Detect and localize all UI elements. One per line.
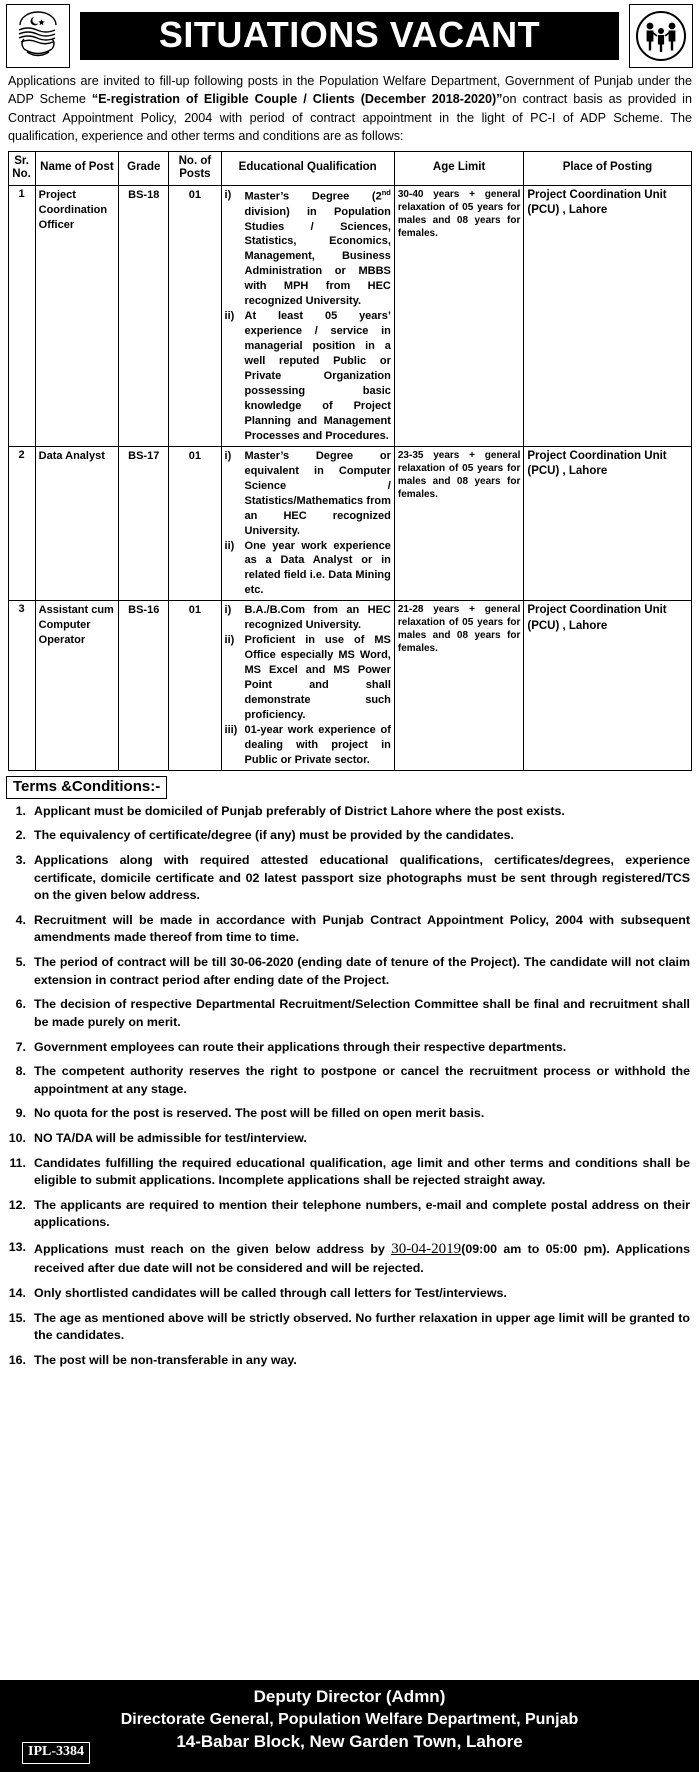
term-number: 3.	[15, 853, 26, 868]
cell-age-limit: 21-28 years + general relaxation of 05 years for males and 08 years for females.	[394, 601, 523, 770]
cell-educational-qualification	[221, 601, 394, 770]
term-number: 15.	[8, 1310, 26, 1325]
term-item	[0, 852, 699, 912]
qualification-text: At least 05 years’ experience / service in managerial position in a well reputed Public or Private Organization possessing basic knowledge of Project Planning and Management Processes and Procedures.	[244, 310, 391, 442]
qualification-text: Master’s Degree or equivalent in Computer Science / Statistics/Mathematics from an HEC recognized University.	[244, 449, 391, 537]
term-text: Candidates fulfilling the required educational qualification, age limit and other terms and conditions shall be eligible to submit applications. Incomplete applications shall be rejected straight away.	[34, 1155, 690, 1188]
qualification-item	[225, 603, 391, 633]
term-item	[0, 1130, 699, 1155]
cell-no-of-posts: 01	[169, 601, 221, 770]
qualification-item	[225, 188, 391, 309]
terms-and-conditions-list	[0, 803, 699, 1377]
table-row	[8, 446, 691, 601]
qualification-text-pre: Master’s Degree (2	[244, 190, 382, 203]
term-item	[0, 1039, 699, 1064]
column-header-name-of-post: Name of Post	[35, 151, 119, 185]
intro-paragraph	[0, 70, 699, 149]
qualification-text: Proficient in use of MS Office especially MS Word, MS Excel and MS Power Point and shall demonstrate such proficiency.	[244, 634, 391, 721]
qualification-item	[225, 633, 391, 723]
term-text: Applications along with required attested educational qualifications, certificates/degrees, experience certificate, domicile certificate and 02 latest passport size photographs must be sent through registered/TCS on the given below address.	[34, 853, 690, 903]
qualification-text: 01-year work experience of dealing with project in Public or Private sector.	[244, 723, 391, 766]
cell-place-of-posting: Project Coordination Unit (PCU) , Lahore	[524, 446, 691, 601]
population-welfare-emblem-icon	[629, 4, 693, 68]
term-text: The competent authority reserves the right to postpone or cancel the recruitment process or withhold the appointment at any stage.	[34, 1064, 690, 1096]
deadline-text-before: Applications must reach on the given below address by	[34, 1242, 392, 1256]
cell-place-of-posting: Project Coordination Unit (PCU) , Lahore	[524, 601, 691, 770]
column-header-educational-qualification: Educational Qualification	[221, 151, 394, 185]
term-number: 9.	[15, 1106, 26, 1121]
term-number: 8.	[15, 1064, 26, 1079]
cell-age-limit: 23-35 years + general relaxation of 05 years for males and 08 years for females.	[394, 446, 523, 601]
column-header-grade: Grade	[119, 151, 169, 185]
term-text: Applicant must be domiciled of Punjab preferably of District Lahore where the post exists.	[34, 803, 565, 818]
cell-no-of-posts: 01	[169, 446, 221, 601]
masthead	[0, 0, 699, 70]
term-number: 7.	[15, 1039, 26, 1054]
term-item	[0, 1197, 699, 1239]
qualification-marker: i)	[224, 188, 232, 201]
cell-post-name: Project Coordination Officer	[35, 185, 119, 446]
term-text	[34, 1239, 690, 1278]
footer-address: 14-Babar Block, New Garden Town, Lahore	[176, 1731, 523, 1751]
qualification-text	[245, 188, 391, 309]
column-header-place-of-posting: Place of Posting	[524, 151, 691, 185]
footer-department: Directorate General, Population Welfare Department, Punjab	[120, 1710, 579, 1728]
cell-age-limit: 30-40 years + general relaxation of 05 years for males and 08 years for females.	[394, 185, 523, 446]
terms-and-conditions-heading: Terms &Conditions:-	[6, 776, 167, 799]
term-item	[0, 1063, 699, 1105]
term-item	[0, 1352, 699, 1377]
qualification-marker: ii)	[224, 634, 235, 647]
cell-educational-qualification	[221, 446, 394, 601]
punjab-government-crest-icon	[6, 4, 70, 68]
cell-place-of-posting: Project Coordination Unit (PCU) , Lahore	[524, 185, 691, 446]
qualification-marker: iii)	[224, 723, 238, 736]
term-number: 12.	[8, 1197, 26, 1212]
term-number: 10.	[8, 1130, 26, 1145]
term-number: 14.	[8, 1285, 26, 1300]
term-text: Recruitment will be made in accordance with Punjab Contract Appointment Policy, 2004 with subsequent amendments made thereof from time to time.	[34, 912, 690, 945]
intro-text-part1: Applications are invited to fill-up following posts in the Population Welfare Department, Government of Punjab under the ADP Scheme	[8, 74, 692, 107]
term-number: 6.	[15, 997, 26, 1012]
cell-post-name: Assistant cum Computer Operator	[35, 601, 119, 770]
term-number: 1.	[15, 803, 26, 818]
deadline-date: 30-04-2019	[391, 1241, 462, 1257]
term-text: The post will be non-transferable in any way.	[34, 1352, 297, 1367]
cell-sr-no: 2	[8, 446, 35, 601]
page-title: SITUATIONS VACANT	[158, 14, 541, 55]
qualification-text: One year work experience as a Data Analyst or in related field i.e. Data Mining etc.	[244, 539, 391, 597]
term-text: The equivalency of certificate/degree (if any) must be provided by the candidates.	[34, 828, 514, 843]
cell-grade: BS-16	[119, 601, 169, 770]
table-header-row	[8, 151, 691, 185]
term-number: 13.	[8, 1240, 26, 1254]
qualification-text-post: division) in Population Studies / Sciences, Statistics, Economics, Management, Business Administration or MBBS with MPH from HEC recognized University.	[244, 205, 391, 308]
column-header-no-of-posts: No. of Posts	[169, 151, 221, 185]
qualification-item	[225, 309, 391, 444]
intro-scheme-name: “E-registration of Eligible Couple / Clients (December 2018-2020)”	[91, 92, 503, 107]
cell-sr-no: 1	[8, 185, 35, 446]
term-item	[0, 1285, 699, 1310]
banner-title	[80, 12, 619, 60]
table-row	[8, 185, 691, 446]
qualification-marker: i)	[224, 604, 232, 617]
qualification-marker: ii)	[224, 310, 235, 323]
term-number: 11.	[9, 1155, 26, 1170]
cell-no-of-posts: 01	[169, 185, 221, 446]
table-row	[8, 601, 691, 770]
deadline-text-after: (09:00 am to 05:00 pm). Applications received after due date will not be considered and will be rejected.	[34, 1242, 690, 1276]
qualification-marker: ii)	[224, 539, 235, 552]
term-item	[0, 803, 699, 828]
cell-sr-no: 3	[8, 601, 35, 770]
terms-heading-wrapper	[0, 771, 699, 799]
ipl-reference-code: IPL-3384	[22, 1742, 90, 1764]
footer-designation: Deputy Director (Admn)	[253, 1687, 446, 1706]
term-text: NO TA/DA will be admissible for test/interview.	[34, 1130, 307, 1145]
term-text: The age as mentioned above will be strictly observed. No further relaxation in upper age limit will be granted to the candidates.	[34, 1310, 690, 1343]
qualification-text: B.A./B.Com from an HEC recognized University.	[244, 604, 391, 632]
term-text: Only shortlisted candidates will be called through call letters for Test/interviews.	[34, 1285, 507, 1300]
term-item	[0, 954, 699, 996]
column-header-sr-no: Sr. No.	[8, 151, 35, 185]
term-number: 5.	[15, 955, 26, 970]
term-number: 2.	[15, 828, 26, 843]
term-item	[0, 1155, 699, 1197]
term-text: Government employees can route their applications through their respective departments.	[34, 1039, 567, 1054]
term-text: The decision of respective Departmental Recruitment/Selection Committee shall be final and recruitment shall be made purely on merit.	[34, 997, 690, 1029]
cell-grade: BS-18	[119, 185, 169, 446]
term-item	[0, 996, 699, 1038]
term-text: The applicants are required to mention their telephone numbers, e-mail and complete postal address on their applications.	[34, 1197, 690, 1230]
term-text: The period of contract will be till 30-06-2020 (ending date of tenure of the Project). The candidate will not claim extension in contract period after ending date of the Project.	[34, 955, 690, 987]
cell-grade: BS-17	[119, 446, 169, 601]
term-item-deadline	[0, 1239, 699, 1285]
term-text: No quota for the post is reserved. The post will be filled on open merit basis.	[34, 1106, 485, 1121]
term-number: 4.	[15, 912, 26, 927]
footer-address-block	[0, 1680, 699, 1772]
term-item	[0, 827, 699, 852]
qualification-marker: i)	[224, 449, 232, 462]
cell-educational-qualification	[221, 185, 394, 446]
qualification-item	[225, 449, 391, 539]
qualification-item	[225, 539, 391, 599]
term-item	[0, 912, 699, 954]
column-header-age-limit: Age Limit	[394, 151, 523, 185]
posts-table	[8, 151, 692, 771]
term-item	[0, 1310, 699, 1352]
term-number: 16.	[8, 1352, 26, 1367]
term-item	[0, 1105, 699, 1130]
qualification-item	[225, 723, 391, 768]
intro-text-part2: on contract basis as provided in Contract Appointment Policy, 2004 with period of contract appointment in the light of PC-I of ADP Scheme. The qualification, experience and other terms and conditions are as follows:	[8, 92, 692, 144]
cell-post-name: Data Analyst	[35, 446, 119, 601]
qualification-superscript: nd	[381, 187, 391, 197]
